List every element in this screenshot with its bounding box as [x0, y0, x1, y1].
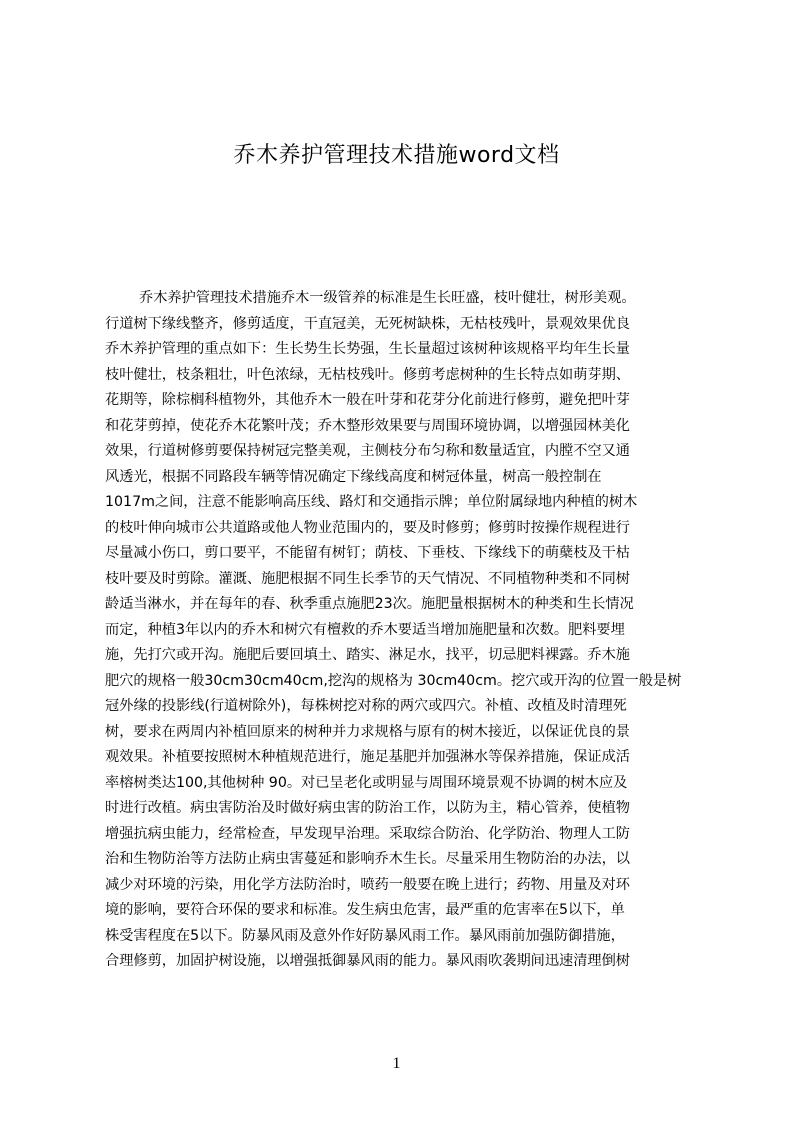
body-line: 肥穴的规格一般30cm30cm40cm,挖沟的规格为 30cm40cm。挖穴或开沟的位置一般是树: [105, 672, 682, 689]
body-line: 时进行改植。病虫害防治及时做好病虫害的防治工作，以防为主，精心管养，使植物: [105, 800, 630, 816]
body-line: 冠外缘的投影线(行道树除外)，每株树挖对称的两穴或四穴。补植、改植及时清理死: [105, 698, 627, 714]
body-line: 乔木养护管理技术措施乔木一级管养的标准是生长旺盛，枝叶健壮，树形美观。: [139, 290, 636, 306]
document-body: [105, 286, 700, 975]
body-line: 行道树下缘线整齐，修剪适度，干直冠美，无死树缺株，无枯枝残叶，景观效果优良: [105, 315, 630, 332]
body-line: 枝叶健壮，枝条粗壮，叶色浓绿，无枯枝残叶。修剪考虑树种的生长特点如萌芽期、: [105, 366, 630, 383]
body-line: 增强抗病虫能力，经常检查，早发现早治理。采取综合防治、化学防治、物理人工防: [105, 825, 630, 842]
body-line: 效果，行道树修剪要保持树冠完整美观，主侧枝分布匀称和数量适宜，内膛不空又通: [105, 443, 630, 459]
body-line: 的枝叶伸向城市公共道路或他人物业范围内的，要及时修剪；修剪时按操作规程进行: [105, 519, 630, 536]
body-line: 株受害程度在5以下。防暴风雨及意外作好防暴风雨工作。暴风雨前加强防御措施，: [105, 927, 625, 944]
body-line: 境的影响，要符合环保的要求和标准。发生病虫危害，最严重的危害率在5以下，单: [105, 902, 625, 918]
body-line: 尽量减小伤口，剪口要平，不能留有树钉；荫枝、下垂枝、下缘线下的萌蘖枝及干枯: [105, 545, 630, 561]
body-line: 施，先打穴或开沟。施肥后要回填土、踏实、淋足水，找平，切忌肥料裸露。乔木施: [105, 647, 630, 663]
body-line: 而定，种植3年以内的乔木和树穴有檀救的乔木要适当增加施肥量和次数。肥料要埋: [105, 621, 625, 638]
body-line: 枝叶要及时剪除。灌溉、施肥根据不同生长季节的天气情况、不同植物种类和不同树: [105, 570, 630, 587]
body-line: 治和生物防治等方法防止病虫害蔓延和影响乔木生长。尽量采用生物防治的办法，以: [105, 851, 630, 867]
body-line: 减少对环境的污染，用化学方法防治时，喷药一般要在晚上进行；药物、用量及对环: [105, 876, 630, 893]
body-line: 合理修剪，加固护树设施，以增强抵御暴风雨的能力。暴风雨吹袭期间迅速清理倒树: [105, 953, 630, 969]
body-line: 乔木养护管理的重点如下：生长势生长势强，生长量超过该树种该规格平均年生长量: [105, 341, 630, 357]
body-line: 1017m之间，注意不能影响高压线、路灯和交通指示牌；单位附属绿地内种植的树木: [105, 494, 638, 510]
page-number: 1: [392, 1055, 401, 1072]
body-line: 率榕树类达100,其他树种 90。对已呈老化或明显与周围环境景观不协调的树木应及: [105, 774, 628, 791]
body-line: 龄适当淋水，并在每年的春、秋季重点施肥23次。施肥量根据树木的种类和生长情况: [105, 596, 634, 612]
body-line: 花期等，除棕榈科植物外，其他乔木一般在叶芽和花芽分化前进行修剪，避免把叶芽: [105, 392, 630, 408]
document-title: 乔木养护管理技术措施word文档: [233, 143, 560, 168]
body-line: 风透光，根据不同路段车辆等情况确定下缘线高度和树冠体量，树高一般控制在: [105, 468, 602, 485]
body-line: 和花芽剪掉，使花乔木花繁叶茂；乔木整形效果要与周围环境协调，以增强园林美化: [105, 417, 630, 434]
body-line: 观效果。补植要按照树木种植规范进行，施足基肥并加强淋水等保养措施，保证成活: [105, 749, 630, 765]
body-line: 树，要求在两周内补植回原来的树种并力求规格与原有的树木接近，以保证优良的景: [105, 723, 630, 740]
